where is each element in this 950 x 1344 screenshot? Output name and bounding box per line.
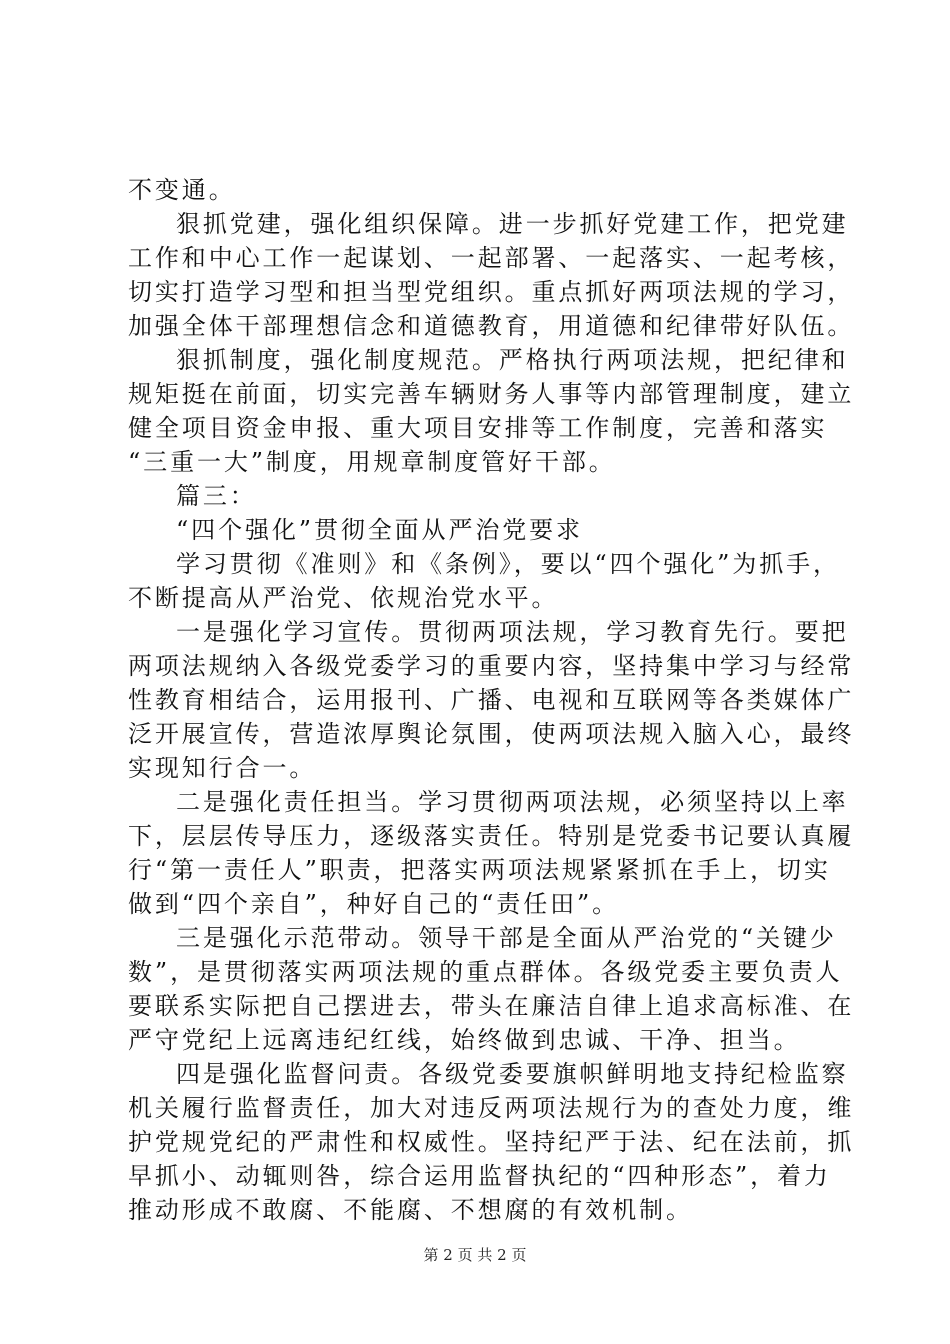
- page-number-footer: 第 2 页 共 2 页: [423, 1246, 527, 1264]
- section-label: 篇三：: [176, 482, 257, 510]
- paragraph-start: 四是强化监督问责。各级党委要旗帜鲜明地支持纪检监察: [176, 1060, 849, 1088]
- text-line: 切实打造学习型和担当型党组织。重点抓好两项法规的学习，: [128, 278, 855, 306]
- text-line: 行“第一责任人”职责，把落实两项法规紧紧抓在手上，切实: [128, 856, 831, 884]
- paragraph-start: 学习贯彻《准则》和《条例》，要以“四个强化”为抓手，: [176, 550, 840, 578]
- text-line: 下，层层传导压力，逐级落实责任。特别是党委书记要认真履: [128, 822, 855, 850]
- text-line: 不断提高从严治党、依规治党水平。: [128, 584, 559, 612]
- section-title: “四个强化”贯彻全面从严治党要求: [176, 516, 583, 544]
- paragraph-start: 狠抓党建，强化组织保障。进一步抓好党建工作，把党建: [176, 210, 849, 238]
- paragraph-start: 二是强化责任担当。学习贯彻两项法规，必须坚持以上率: [176, 788, 849, 816]
- text-line: 推动形成不敢腐、不能腐、不想腐的有效机制。: [128, 1196, 693, 1224]
- text-line: 做到“四个亲自”，种好自己的“责任田”。: [128, 890, 620, 918]
- text-line: 泛开展宣传，营造浓厚舆论氛围，使两项法规入脑入心，最终: [128, 720, 855, 748]
- text-line: 规矩挺在前面，切实完善车辆财务人事等内部管理制度，建立: [128, 380, 855, 408]
- paragraph-start: 一是强化学习宣传。贯彻两项法规，学习教育先行。要把: [176, 618, 849, 646]
- paragraph-start: 三是强化示范带动。领导干部是全面从严治党的“关键少: [176, 924, 837, 952]
- text-line: 护党规党纪的严肃性和权威性。坚持纪严于法、纪在法前，抓: [128, 1128, 855, 1156]
- text-line: 不变通。: [128, 176, 236, 204]
- text-line: 要联系实际把自己摆进去，带头在廉洁自律上追求高标准、在: [128, 992, 855, 1020]
- text-line: 严守党纪上远离违纪红线，始终做到忠诚、干净、担当。: [128, 1026, 801, 1054]
- text-line: 健全项目资金申报、重大项目安排等工作制度，完善和落实: [128, 414, 828, 442]
- text-line: 实现知行合一。: [128, 754, 317, 782]
- text-line: “三重一大”制度，用规章制度管好干部。: [128, 448, 616, 476]
- text-line: 早抓小、动辄则咎，综合运用监督执纪的“四种形态”，着力: [128, 1162, 831, 1190]
- text-line: 两项法规纳入各级党委学习的重要内容，坚持集中学习与经常: [128, 652, 855, 680]
- text-line: 加强全体干部理想信念和道德教育，用道德和纪律带好队伍。: [128, 312, 855, 340]
- text-line: 数”，是贯彻落实两项法规的重点群体。各级党委主要负责人: [128, 958, 843, 986]
- text-line: 性教育相结合，运用报刊、广播、电视和互联网等各类媒体广: [128, 686, 855, 714]
- text-line: 工作和中心工作一起谋划、一起部署、一起落实、一起考核，: [128, 244, 855, 272]
- text-line: 机关履行监督责任，加大对违反两项法规行为的查处力度，维: [128, 1094, 855, 1122]
- paragraph-start: 狠抓制度，强化制度规范。严格执行两项法规，把纪律和: [176, 346, 849, 374]
